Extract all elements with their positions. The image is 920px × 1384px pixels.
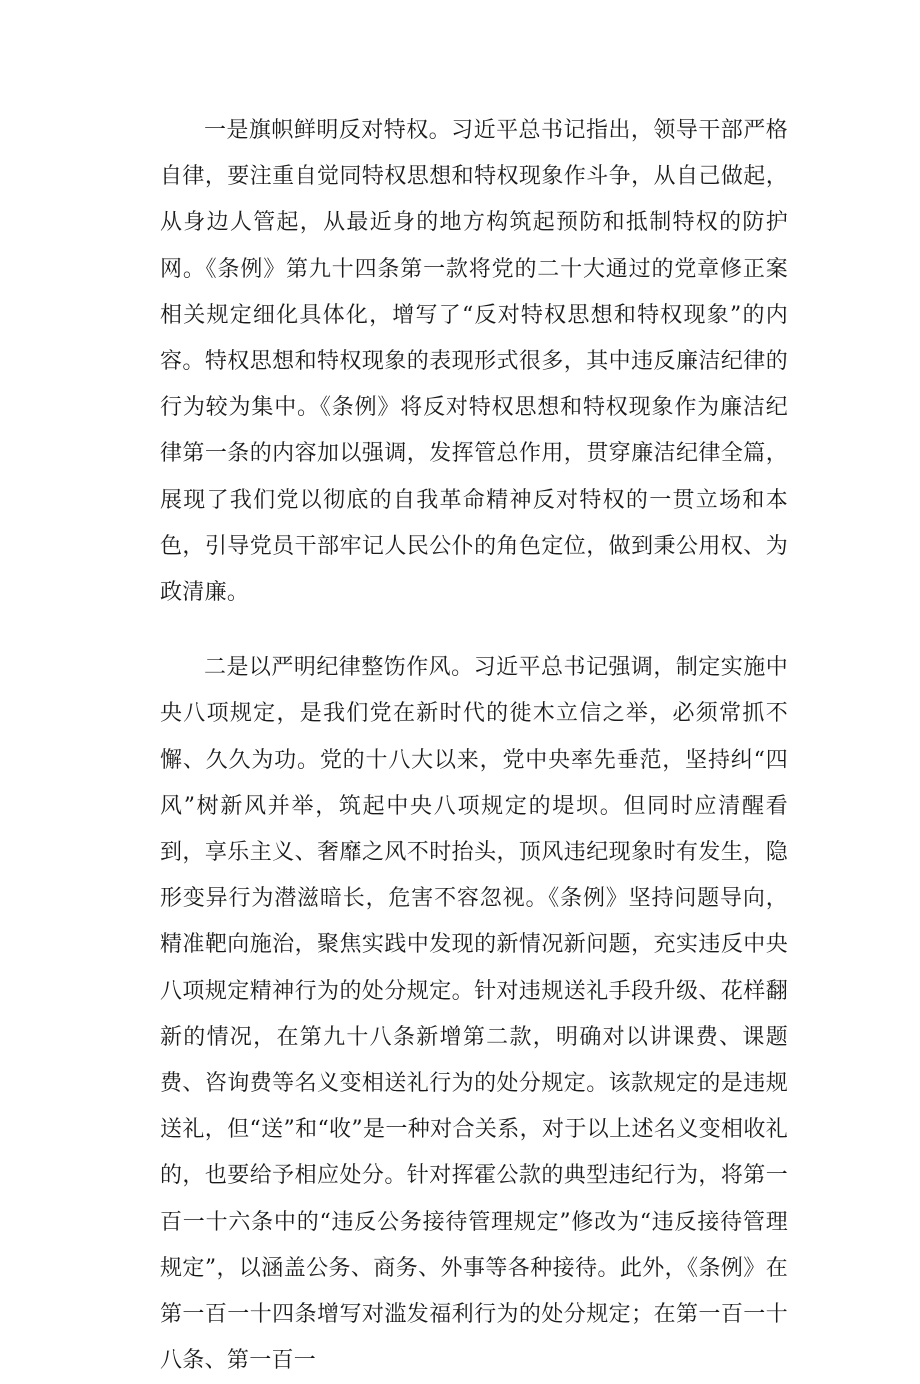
paragraph-anti-privilege: 一是旗帜鲜明反对特权。习近平总书记指出，领导干部严格自律，要注重自觉同特权思想和特权现象作斗争，从自己做起，从身边人管起，从最近身的地方构筑起预防和抵制特权的防护网。《条例》第九十四条第一款将党的二十大通过的党章修正案相关规定细化具体化，增写了“反对特权思想和特权现象”的内容。特权思想和特权现象的表现形式很多，其中违反廉洁纪律的行为较为集中。《条例》将反对特权思想和特权现象作为廉洁纪律第一条的内容加以强调，发挥管总作用，贯穿廉洁纪律全篇，展现了我们党以彻底的自我革命精神反对特权的一贯立场和本色，引导党员干部牢记人民公仆的角色定位，做到秉公用权、为政清廉。 bbox=[160, 118, 788, 606]
paragraph-discipline-style: 二是以严明纪律整饬作风。习近平总书记强调，制定实施中央八项规定，是我们党在新时代的徙木立信之举，必须常抓不懈、久久为功。党的十八大以来，党中央率先垂范，坚持纠“四风”树新风并举，筑起中央八项规定的堤坝。但同时应清醒看到，享乐主义、奢靡之风不时抬头，顶风违纪现象时有发生，隐形变异行为潜滋暗长，危害不容忽视。《条例》坚持问题导向，精准靶向施治，聚焦实践中发现的新情况新问题，充实违反中央八项规定精神行为的处分规定。针对违规送礼手段升级、花样翻新的情况，在第九十八条新增第二款，明确对以讲课费、课题费、咨询费等名义变相送礼行为的处分规定。该款规定的是违规送礼，但“送”和“收”是一种对合关系，对于以上述名义变相收礼的，也要给予相应处分。针对挥霍公款的典型违纪行为，将第一百一十六条中的“违反公务接待管理规定”修改为“违反接待管理规定”，以涵盖公务、商务、外事等各种接待。此外，《条例》在第一百一十四条增写对滥发福利行为的处分规定；在第一百一十八条、第一百一 bbox=[160, 655, 788, 1374]
document-body bbox=[160, 108, 788, 1384]
